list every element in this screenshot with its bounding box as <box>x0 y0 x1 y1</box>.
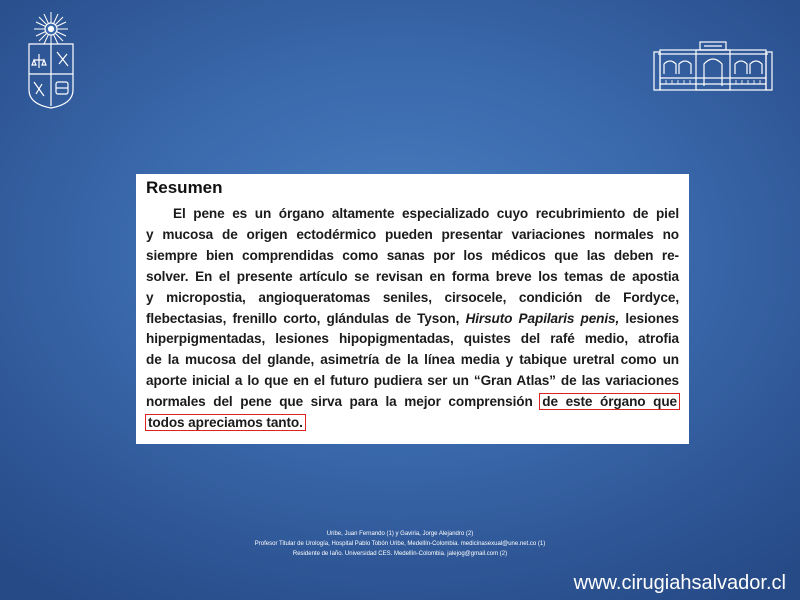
website-url: www.cirugiahsalvador.cl <box>573 572 786 594</box>
abstract-line <box>146 413 679 434</box>
abstract-line: y mucosa de origen ectodérmico pueden presentar variaciones normales no <box>146 226 679 242</box>
abstract-line: hiperpigmentadas, lesiones hipopigmentadas, quistes del rafé medio, atrofia <box>146 331 679 347</box>
abstract-line: aporte inicial a lo que en el futuro pudiera ser un “Gran Atlas” de las variaciones <box>146 373 679 389</box>
abstract-line: de la mucosa del glande, asimetría de la línea media y tabique uretral como un <box>146 352 679 368</box>
abstract-line: solver. En el presente artículo se revisan en forma breve los temas de apostia <box>146 268 679 284</box>
abstract-heading: Resumen <box>146 178 223 197</box>
abstract-line <box>146 392 679 413</box>
abstract-line: y micropostia, angioqueratomas seniles, cirsocele, condición de Fordyce, <box>146 289 679 305</box>
credits-affiliation-1: Profesor Titular de Urología, Hospital Pablo Tobón Uribe, Medellín-Colombia. medicinasexual@une.net.co (1) <box>254 541 546 547</box>
abstract-line-text: normales del pene que sirva para la mejor comprensión <box>146 394 541 410</box>
abstract-line-text: flebectasias, frenillo corto, glándulas de Tyson, <box>146 310 466 326</box>
highlight-box: todos apreciamos tanto. <box>148 415 303 431</box>
abstract-line-text: lesiones <box>619 310 679 326</box>
abstract-excerpt <box>136 174 689 444</box>
university-seal-icon <box>24 10 78 110</box>
author-credits <box>0 529 800 559</box>
abstract-line <box>146 309 679 330</box>
abstract-italic-term: Hirsuto Papilaris penis, <box>465 310 620 326</box>
abstract-line: El pene es un órgano altamente especializado cuyo recubrimiento de piel <box>173 206 679 221</box>
credits-authors: Uribe, Juan Fernando (1) y Gaviria, Jorge Alejandro (2) <box>326 531 474 537</box>
credits-affiliation-2: Residente de Iaño. Universidad CES. Medellín-Colombia. jalejog@gmail.com (2) <box>292 551 508 557</box>
abstract-line: siempre bien comprendidas como sanas por los médicos que las deben re- <box>146 247 679 263</box>
highlight-box: de este órgano que <box>542 394 677 410</box>
hospital-building-icon <box>652 40 774 92</box>
